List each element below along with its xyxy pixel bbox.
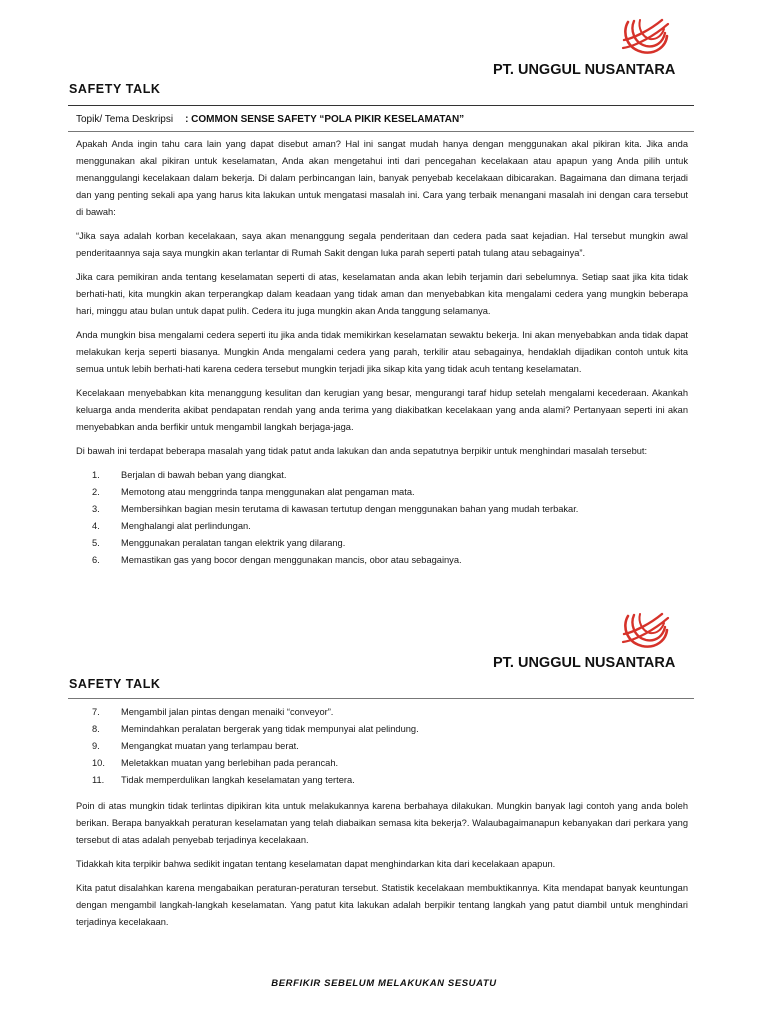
list-item	[76, 484, 688, 501]
paragraph: Kita patut disalahkan karena mengabaikan peraturan-peraturan tersebut. Statistik kecelakaan membuktikannya. Kita mendapat banyak keuntungan dengan mengambil langkah-langkah keselamatan. Yang patut kita lakukan adalah berpikir tentang langkah yang patut diambil untuk menghindari terjadinya kecelakaan.	[76, 883, 688, 927]
list-item	[76, 738, 688, 755]
list-item	[76, 518, 688, 535]
page1-body	[76, 136, 688, 576]
list-item	[76, 467, 688, 484]
list-item	[76, 535, 688, 552]
hazard-list	[76, 467, 688, 569]
topic-label: Topik/ Tema Deskripsi	[76, 114, 174, 125]
list-text: Meletakkan muatan yang berlebihan pada perancah.	[121, 758, 339, 768]
topic-divider	[68, 131, 694, 132]
company-logo-icon	[620, 18, 670, 58]
paragraph: “Jika saya adalah korban kecelakaan, saya akan menanggung segala penderitaan dan cedera pada saat kejadian. Hal tersebut mungkin awal penderitaannya saja saya mungkin akan terlantar di Rumah Sakit dengan luka parah seperti patah tulang atau sebagainya”.	[76, 231, 688, 258]
list-number: 4.	[92, 521, 100, 531]
footer-slogan: BERFIKIR SEBELUM MELAKUKAN SESUATU	[271, 978, 497, 989]
list-text: Memotong atau menggrinda tanpa menggunakan alat pengaman mata.	[121, 487, 415, 497]
paragraph: Apakah Anda ingin tahu cara lain yang dapat disebut aman? Hal ini sangat mudah hanya dengan menggunakan akal pikiran kita. Jika anda menggunakan akal pikiran untuk keselamatan, Anda akan mengetahui inti dari pencegahan kecelakaan atau apapun yang Anda pilih untuk menanggulangi kecelakaan dalam bekerja. Di dalam perbincangan lain, banyak penyebab kecelakaan dibicarakan. Bagaimana dan dimana terjadi dan yang penting sekali apa yang harus kita lakukan untuk mengatasi masalah ini. Cara yang terbaik menangani masalah ini dengan cara tersebut di bawah:	[76, 139, 688, 217]
list-text: Berjalan di bawah beban yang diangkat.	[121, 470, 287, 480]
list-number: 9.	[92, 741, 100, 751]
company-name: PT. UNGGUL NUSANTARA	[493, 62, 676, 78]
list-number: 11.	[92, 775, 105, 785]
list-number: 1.	[92, 470, 100, 480]
page2-body	[76, 704, 688, 938]
hazard-list-continued	[76, 704, 688, 789]
list-number: 10.	[92, 758, 105, 768]
list-number: 8.	[92, 724, 100, 734]
list-item	[76, 501, 688, 518]
list-text: Tidak memperdulikan langkah keselamatan yang tertera.	[121, 775, 355, 785]
paragraph: Tidakkah kita terpikir bahwa sedikit ingatan tentang keselamatan dapat menghindarkan kita dari kecelakaan apapun.	[76, 859, 556, 869]
list-item	[76, 772, 688, 789]
list-item	[76, 704, 688, 721]
paragraph: Di bawah ini terdapat beberapa masalah yang tidak patut anda lakukan dan anda sepatutnya berpikir untuk menghindari masalah tersebut:	[76, 446, 648, 456]
paragraph: Poin di atas mungkin tidak terlintas dipikiran kita untuk melakukannya karena berbahaya dilakukan. Mungkin banyak lagi contoh yang anda boleh berikan. Berapa banyakkah peraturan keselamatan yang telah diabaikan semasa kita bekerja?. Walaubagaimanapun kebanyakan dari perkara yang tersebut di atas adalah penyebab terjadinya kecelakaan.	[76, 801, 688, 845]
company-logo-icon	[620, 612, 670, 652]
list-text: Mengangkat muatan yang terlampau berat.	[121, 741, 299, 751]
paragraph: Anda mungkin bisa mengalami cedera seperti itu jika anda tidak memikirkan keselamatan sewaktu bekerja. Ini akan menyebabkan anda tidak dapat melakukan kerja seperti biasanya. Mungkin Anda mengalami cedera yang parah, terkilir atau sebagainya, hendaklah dijadikan contoh untuk kita semua untuk lebih berhati-hati karena cedera tersebut mungkin terjadi jika sikap kita yang tidak acuh tentang keselamatan.	[76, 330, 688, 374]
list-number: 5.	[92, 538, 100, 548]
list-text: Memastikan gas yang bocor dengan menggunakan mancis, obor atau sebagainya.	[121, 555, 462, 565]
list-item	[76, 755, 688, 772]
header-divider	[68, 698, 694, 699]
list-number: 6.	[92, 555, 100, 565]
list-item	[76, 552, 688, 569]
section-title: SAFETY TALK	[69, 677, 161, 691]
list-item	[76, 721, 688, 738]
list-text: Memindahkan peralatan bergerak yang tidak mempunyai alat pelindung.	[121, 724, 419, 734]
company-name: PT. UNGGUL NUSANTARA	[493, 655, 676, 671]
list-text: Menghalangi alat perlindungan.	[121, 521, 251, 531]
list-number: 3.	[92, 504, 100, 514]
list-text: Menggunakan peralatan tangan elektrik yang dilarang.	[121, 538, 346, 548]
list-text: Mengambil jalan pintas dengan menaiki “conveyor”.	[121, 707, 334, 717]
section-title: SAFETY TALK	[69, 82, 161, 96]
header-divider	[68, 105, 694, 106]
list-number: 7.	[92, 707, 100, 717]
paragraph: Kecelakaan menyebabkan kita menanggung kesulitan dan kerugian yang besar, mengurangi taraf hidup setelah mengalami kecederaan. Akankah keluarga anda menderita akibat pendapatan rendah yang anda terima yang diakibatkan kecelakaan yang anda alami? Pertanyaan seperti ini akan menyebabkan anda berfikir untuk mengambil langkah berjaga-jaga.	[76, 388, 688, 432]
topic-value: : COMMON SENSE SAFETY “POLA PIKIR KESELAMATAN”	[185, 114, 465, 125]
paragraph: Jika cara pemikiran anda tentang keselamatan seperti di atas, keselamatan anda akan lebih terjamin dari sebelumnya. Setiap saat jika kita tidak berhati-hati, kita mungkin akan terperangkap dalam keadaan yang tidak aman dan menyebabkan kita mengalami cedera yang mungkin beberapa hari, minggu atau bulan untuk dapat pulih. Cedera itu juga mungkin akan Anda tanggung selamanya.	[76, 272, 688, 316]
topic-row	[76, 114, 464, 125]
list-text: Membersihkan bagian mesin terutama di kawasan tertutup dengan menggunakan bahan yang mudah terbakar.	[121, 504, 579, 514]
list-number: 2.	[92, 487, 100, 497]
